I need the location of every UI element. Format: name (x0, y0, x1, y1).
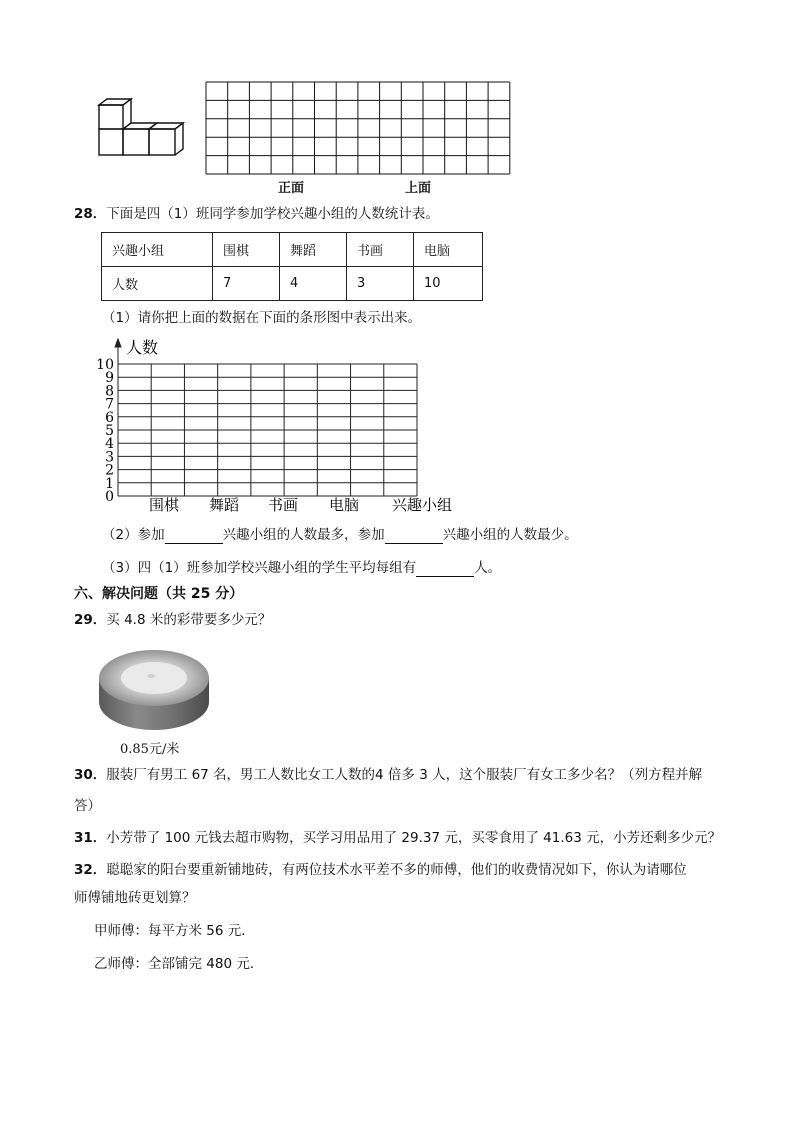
q28-part2-b: 兴趣小组的人数最多，参加 (222, 527, 385, 543)
x-category-label: 舞蹈 (208, 496, 240, 514)
y-tick-label: 6 (105, 409, 114, 426)
answer-blank[interactable] (165, 529, 223, 544)
q29-text: 买 4.8 米的彩带要多少元？ (106, 612, 272, 628)
q28-part2 (102, 526, 578, 544)
q32-number: 32． (74, 862, 107, 878)
table-header-cell: 电脑 (414, 233, 483, 267)
q32-line1 (74, 861, 687, 879)
chart-xlabel: 兴趣小组 (392, 496, 453, 514)
table-cell: 3 (347, 267, 414, 301)
table-row (102, 233, 483, 267)
table-cell: 4 (280, 267, 347, 301)
view-grid (205, 81, 511, 176)
q28-part3 (102, 559, 501, 577)
y-tick-label: 10 (96, 357, 114, 373)
ribbon-roll-image (94, 640, 214, 735)
q30-text: 服装厂有男工 67 名，男工人数比女工人数的4 倍多 3 人，这个服装厂有女工多少名？（列方程并解 (106, 767, 703, 783)
y-tick-label: 7 (105, 396, 114, 413)
table-row-label: 人数 (102, 267, 213, 301)
q28-number: 28． (74, 206, 107, 222)
y-tick-label: 9 (105, 370, 114, 387)
q28-stem (74, 205, 439, 223)
section-title: 六、解决问题（共 25 分） (74, 586, 244, 602)
table-header-cell: 兴趣小组 (102, 233, 213, 267)
q28-part2-a: （2）参加 (102, 527, 165, 543)
q30-line1 (74, 766, 702, 784)
top-view-label: 上面 (405, 181, 432, 196)
table-header-cell: 围棋 (213, 233, 280, 267)
table-cell: 7 (213, 267, 280, 301)
x-category-label: 电脑 (328, 496, 360, 514)
q28-part1: （1）请你把上面的数据在下面的条形图中表示出来。 (102, 310, 422, 326)
y-tick-label: 1 (105, 475, 114, 492)
y-tick-label: 5 (105, 423, 114, 439)
table-row (102, 267, 483, 301)
table-header-cell: 书画 (347, 233, 414, 267)
y-tick-label: 3 (105, 449, 114, 466)
q30-line2: 答） (74, 798, 101, 814)
q28-part2-c: 兴趣小组的人数最少。 (442, 527, 578, 543)
q32-option-b: 乙师傅：全部铺完 480 元． (94, 956, 264, 972)
cube-figure (96, 96, 190, 160)
x-category-label: 书画 (267, 496, 299, 514)
q29-stem (74, 611, 271, 629)
q29-number: 29． (74, 612, 107, 628)
y-tick-label: 0 (105, 489, 114, 505)
answer-blank[interactable] (385, 529, 443, 544)
chart-ylabel: 人数 (126, 338, 159, 357)
q28-part3-b: 人。 (474, 560, 502, 576)
q32-line2: 师傅铺地砖更划算？ (74, 890, 196, 906)
y-tick-label: 8 (105, 383, 114, 400)
table-cell: 10 (414, 267, 483, 301)
q31-stem (74, 829, 721, 847)
table-header-cell: 舞蹈 (280, 233, 347, 267)
q32-option-a: 甲师傅：每平方米 56 元． (94, 923, 255, 939)
y-tick-label: 2 (105, 462, 114, 479)
x-category-label: 围棋 (148, 496, 180, 514)
q28-text: 下面是四（1）班同学参加学校兴趣小组的人数统计表。 (106, 206, 439, 222)
q31-number: 31． (74, 830, 107, 846)
front-view-label: 正面 (278, 181, 305, 196)
stat-table (101, 232, 483, 301)
ribbon-price-label: 0.85元/米 (120, 742, 180, 757)
q28-part3-a: （3）四（1）班参加学校兴趣小组的学生平均每组有 (102, 560, 417, 576)
bar-chart (90, 334, 470, 519)
y-tick-label: 4 (105, 436, 114, 453)
answer-blank[interactable] (416, 562, 474, 577)
y-axis-arrow (115, 339, 121, 347)
q31-text: 小芳带了 100 元钱去超市购物，买学习用品用了 29.37 元，买零食用了 41.63 元，小芳还剩多少元？ (106, 830, 722, 846)
q30-number: 30． (74, 767, 107, 783)
q32-text: 聪聪家的阳台要重新铺地砖，有两位技术水平差不多的师傅，他们的收费情况如下，你认为请哪位 (106, 862, 687, 878)
